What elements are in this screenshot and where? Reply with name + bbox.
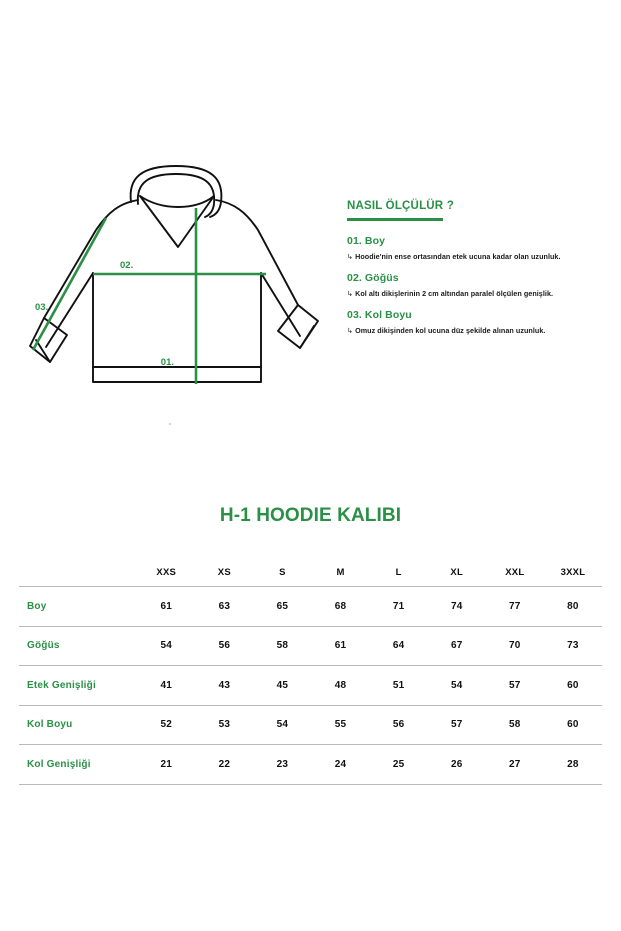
table-cell: 68 xyxy=(311,587,369,627)
body-outline xyxy=(93,273,261,382)
column-header-l: L xyxy=(395,566,402,578)
step-heading: 01. Boy xyxy=(347,234,386,247)
hoodie-diagram xyxy=(28,150,324,406)
table-cell: 58 xyxy=(253,626,311,666)
table-cell: 56 xyxy=(195,626,253,666)
table-row xyxy=(19,666,602,706)
arrow-icon: ↳ xyxy=(347,251,354,261)
table-row xyxy=(19,626,602,666)
size-table xyxy=(19,558,602,785)
row-label: Kol Genişliği xyxy=(19,745,137,785)
table-cell: 25 xyxy=(370,745,428,785)
row-label: Boy xyxy=(19,587,137,627)
table-cell: 74 xyxy=(428,587,486,627)
table-cell: 60 xyxy=(544,666,602,706)
table-cell: 63 xyxy=(195,587,253,627)
instruction-step xyxy=(347,235,592,261)
table-cell: 52 xyxy=(137,705,195,745)
column-header-xxs: XXS xyxy=(156,566,177,578)
table-cell: 65 xyxy=(253,587,311,627)
table-cell: 45 xyxy=(253,666,311,706)
table-cell: 61 xyxy=(311,626,369,666)
decorative-speck xyxy=(169,423,171,425)
table-cell: 55 xyxy=(311,705,369,745)
table-cell: 23 xyxy=(253,745,311,785)
table-cell: 61 xyxy=(137,587,195,627)
table-cell: 80 xyxy=(544,587,602,627)
table-cell: 48 xyxy=(311,666,369,706)
step-description xyxy=(347,252,592,261)
table-cell: 56 xyxy=(370,705,428,745)
step-description-text: Omuz dikişinden kol ucuna düz şekilde alınan uzunluk. xyxy=(355,325,546,335)
step-description-text: Hoodie'nin ense ortasından etek ucuna kadar olan uzunluk. xyxy=(355,251,561,261)
table-cell: 77 xyxy=(486,587,544,627)
row-label: Etek Genişliği xyxy=(19,666,137,706)
table-cell: 60 xyxy=(544,705,602,745)
chest-label: 02. xyxy=(120,260,134,271)
arrow-icon: ↳ xyxy=(347,288,354,298)
right-cuff-fold xyxy=(300,326,314,348)
step-heading: 03. Kol Boyu xyxy=(347,308,412,321)
column-header-3xxl: 3XXL xyxy=(560,566,586,578)
table-cell: 41 xyxy=(137,666,195,706)
table-cell: 57 xyxy=(428,705,486,745)
row-label: Göğüs xyxy=(19,626,137,666)
table-cell: 54 xyxy=(137,626,195,666)
table-cell: 22 xyxy=(195,745,253,785)
length-label: 01. xyxy=(160,357,174,368)
column-header-xxl: XXL xyxy=(505,566,525,578)
table-cell: 24 xyxy=(311,745,369,785)
row-label: Kol Boyu xyxy=(19,705,137,745)
column-header-xs: XS xyxy=(217,566,231,578)
table-header-row xyxy=(19,558,602,587)
table-row xyxy=(19,587,602,627)
neck-opening xyxy=(140,196,214,247)
step-description xyxy=(347,289,592,298)
table-cell: 27 xyxy=(486,745,544,785)
instruction-step xyxy=(347,272,592,298)
step-description xyxy=(347,326,592,335)
table-cell: 54 xyxy=(428,666,486,706)
table-row xyxy=(19,745,602,785)
table-cell: 53 xyxy=(195,705,253,745)
sleeve-measure-line xyxy=(33,218,106,350)
instruction-step xyxy=(347,309,592,335)
table-cell: 67 xyxy=(428,626,486,666)
table-cell: 51 xyxy=(370,666,428,706)
size-table-section xyxy=(0,460,621,785)
size-table-title: H-1 HOODIE KALIBI xyxy=(219,505,402,526)
table-cell: 73 xyxy=(544,626,602,666)
table-cell: 28 xyxy=(544,745,602,785)
measurement-guide-section xyxy=(0,0,621,460)
instructions-title: NASIL ÖLÇÜLÜR ? xyxy=(347,200,454,212)
step-heading: 02. Göğüs xyxy=(347,271,399,284)
table-row xyxy=(19,705,602,745)
step-description-text: Kol altı dikişlerinin 2 cm altından paralel ölçülen genişlik. xyxy=(355,288,554,298)
arrow-icon: ↳ xyxy=(347,325,354,335)
table-cell: 26 xyxy=(428,745,486,785)
table-cell: 21 xyxy=(137,745,195,785)
column-header-m: M xyxy=(336,566,345,578)
instructions-panel xyxy=(347,200,592,346)
table-cell: 54 xyxy=(253,705,311,745)
table-cell: 71 xyxy=(370,587,428,627)
right-sleeve-top xyxy=(216,200,298,305)
instructions-underline xyxy=(347,218,443,221)
table-cell: 64 xyxy=(370,626,428,666)
neck-front-edge xyxy=(140,196,214,207)
left-sleeve-top xyxy=(44,200,138,318)
column-header-xl: XL xyxy=(450,566,463,578)
table-cell: 58 xyxy=(486,705,544,745)
table-cell: 57 xyxy=(486,666,544,706)
sleeve-label: 03. xyxy=(35,302,49,313)
table-cell: 70 xyxy=(486,626,544,666)
column-header-corner xyxy=(19,558,137,587)
table-cell: 43 xyxy=(195,666,253,706)
column-header-s: S xyxy=(279,566,286,578)
